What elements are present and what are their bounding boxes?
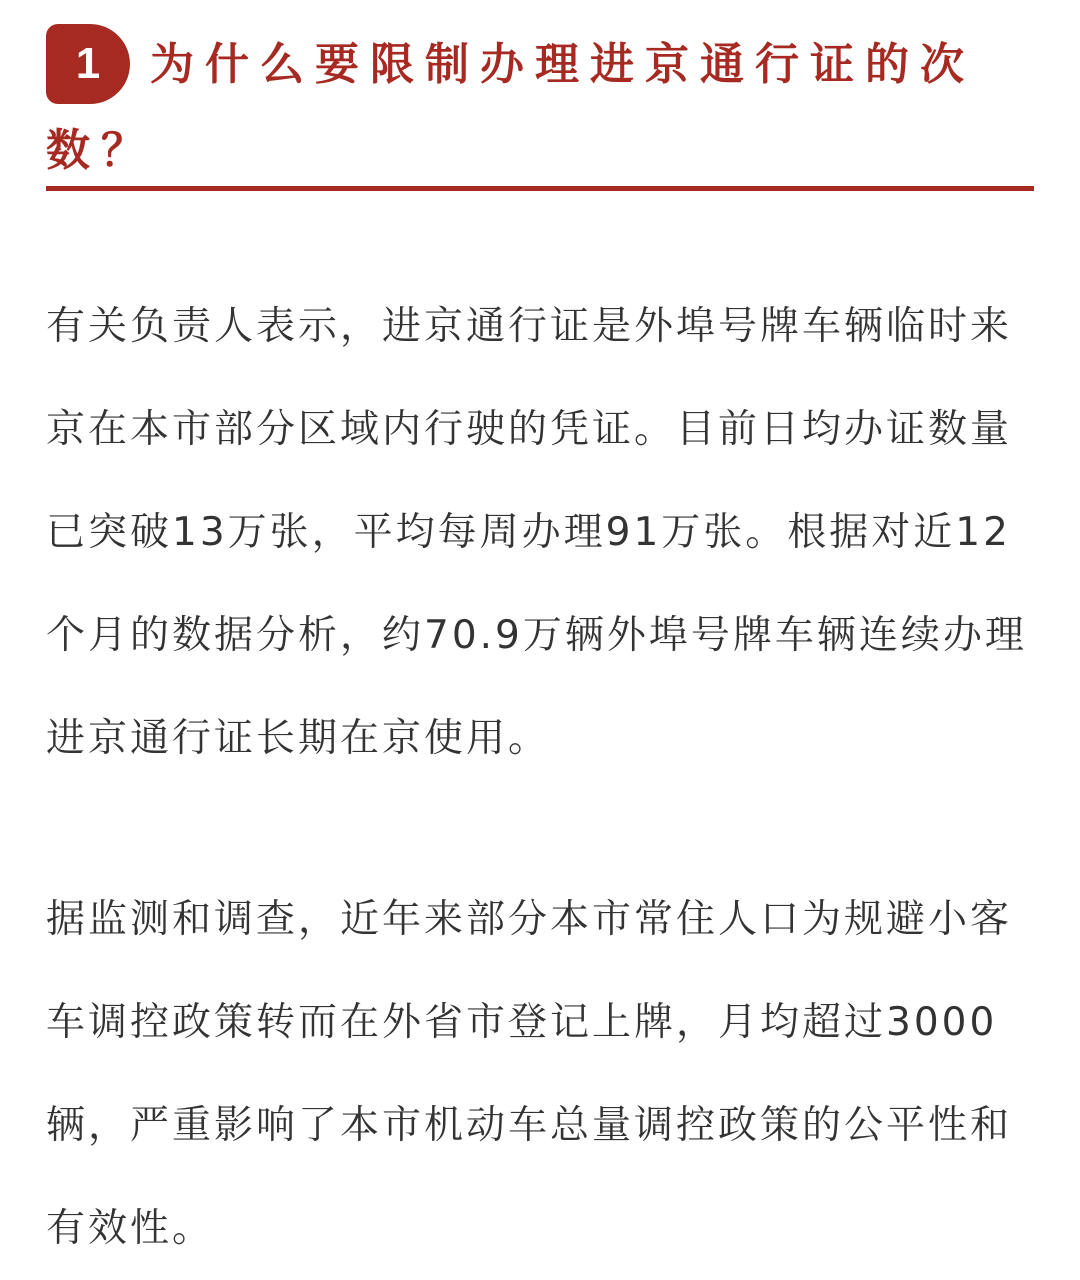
section-title: 为什么要限制办理进京通行证的次数？ [46,39,975,176]
body-paragraph-2: 据监测和调查，近年来部分本市常住人口为规避小客车调控政策转而在外省市登记上牌，月均超过3000辆，严重影响了本市机动车总量调控政策的公平性和有效性。 [46,897,1013,1251]
section-number-badge: 1 [46,24,130,104]
body-paragraph-1: 有关负责人表示，进京通行证是外埠号牌车辆临时来京在本市部分区域内行驶的凭证。目前日均办证数量已突破13万张，平均每周办理91万张。根据对近12个月的数据分析，约70.9万辆外埠号牌车辆连续办理进京通行证长期在京使用。 [46,304,1027,761]
article [46,0,1034,1251]
section-heading [46,0,1034,192]
heading-divider [46,186,1034,191]
